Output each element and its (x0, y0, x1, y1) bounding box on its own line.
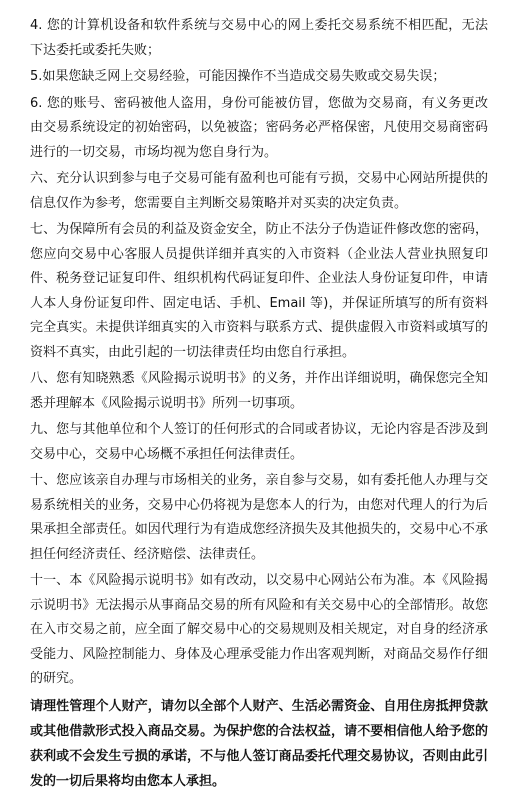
section-nine-paragraph: 九、您与其他单位和个人签订的任何形式的合同或者协议，无论内容是否涉及到交易中心，交易中心场概不承担任何法律责任。 (30, 422, 488, 462)
section-eight-paragraph: 八、您有知晓熟悉《风险揭示说明书》的义务，并作出详细说明，确保您完全知悉并理解本《风险揭示说明书》所列一切事项。 (30, 371, 488, 411)
risk-warning-paragraph: 请理性管理个人财产，请勿以全部个人财产、生活必需资金、自用住房抵押贷款或其他借款形式投入商品交易。为保护您的合法权益，请不要相信他人给予您的获利或不会发生亏损的承诺，不与他人签订商品委托代理交易协议，否则由此引发的一切后果将均由您本人承担。 (30, 698, 488, 789)
section-seven-paragraph: 七、为保障所有会员的利益及资金安全，防止不法分子伪造证件修改您的密码，您应向交易中心客服人员提供详细并真实的入市资料（企业法人营业执照复印件、税务登记证复印件、组织机构代码证复印件、企业法人身份证复印件，申请人本人身份证复印件、固定电话、手机、Email 等)，并保证所填写的所有资料完全真实。未提供详细真实的入市资料与联系方式、提供虚假入市资料或填写的资料不真实，由此引起的一切法律责任均由您自行承担。 (30, 222, 488, 360)
section-ten-paragraph: 十、您应该亲自办理与市场相关的业务，亲自参与交易，如有委托他人办理与交易系统相关的业务，交易中心仍将视为是您本人的行为，由您对代理人的行为后果承担全部责任。如因代理行为有造成您经济损失及其他损失的，交易中心不承担任何经济责任、经济赔偿、法律责任。 (30, 473, 488, 562)
clause-4-paragraph: 4. 您的计算机设备和软件系统与交易中心的网上委托交易系统不相匹配，无法下达委托或委托失败； (30, 18, 488, 58)
section-six-paragraph: 六、充分认识到参与电子交易可能有盈利也可能有亏损，交易中心网站所提供的信息仅作为参考，您需要自主判断交易策略并对买卖的决定负责。 (30, 171, 488, 211)
clause-6-paragraph: 6. 您的账号、密码被他人盗用，身份可能被仿冒，您做为交易商，有义务更改由交易系统设定的初始密码，以免被盗；密码务必严格保密，凡使用交易商密码进行的一切交易，市场均视为您自身行为。 (30, 95, 488, 160)
clause-5-paragraph: 5.如果您缺乏网上交易经验，可能因操作不当造成交易失败或交易失误； (30, 69, 446, 84)
section-eleven-paragraph: 十一、本《风险揭示说明书》如有改动，以交易中心网站公布为准。本《风险揭示说明书》无法揭示从事商品交易的所有风险和有关交易中心的全部情形。故您在入市交易之前，应全面了解交易中心的交易规则及相关规定，对自身的经济承受能力、风险控制能力、身体及心理承受能力作出客观判断，对商品交易作仔细的研究。 (30, 573, 488, 686)
